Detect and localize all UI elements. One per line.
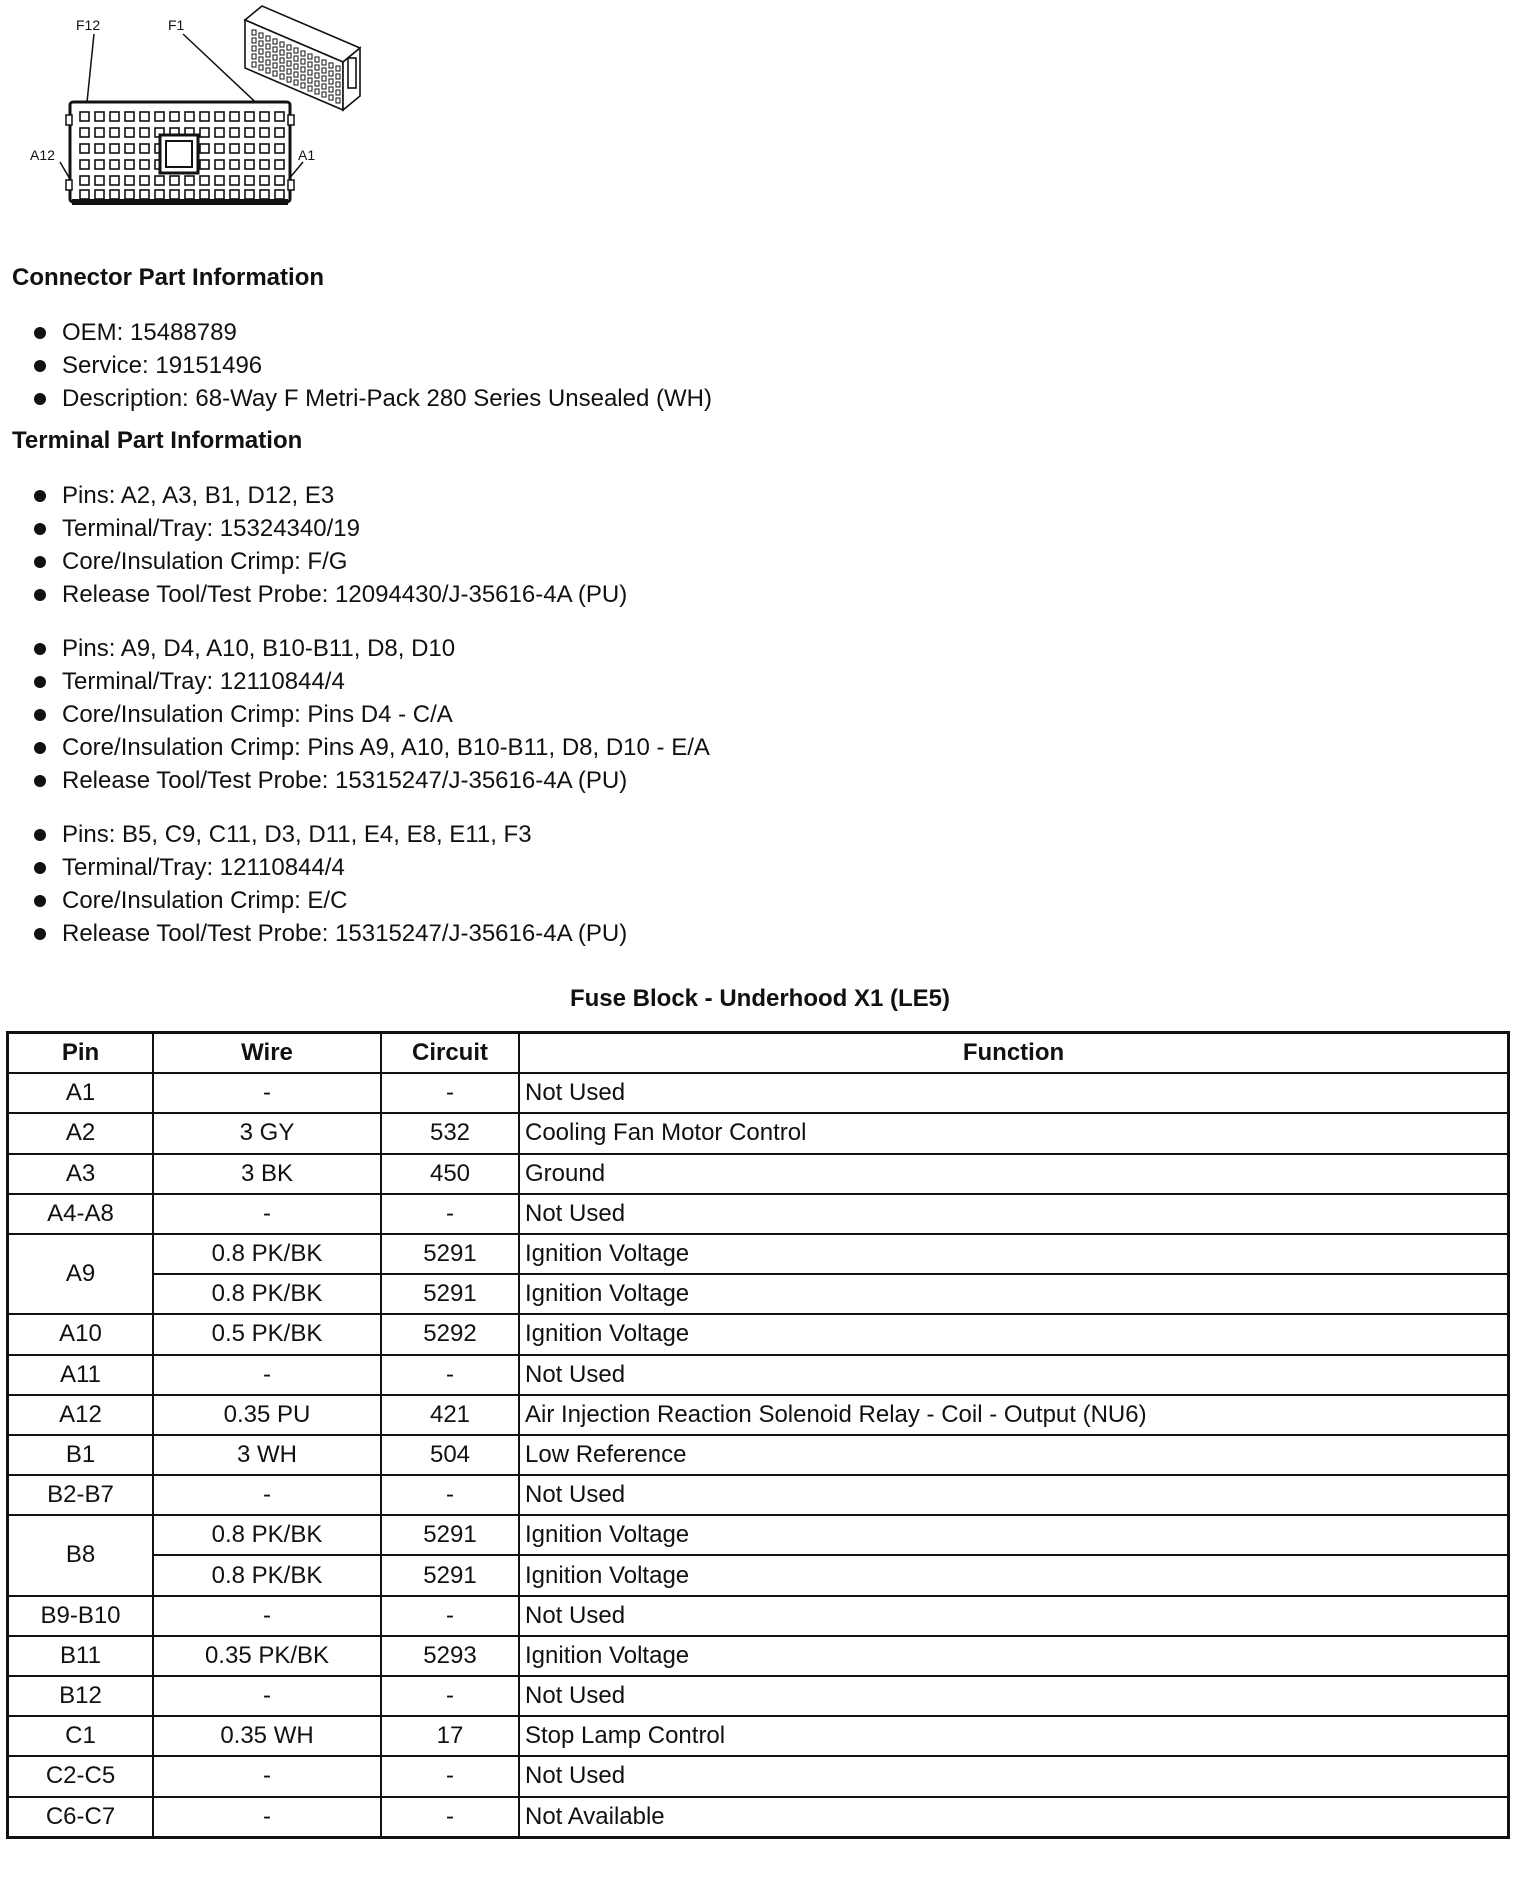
table-row bbox=[8, 1395, 1509, 1435]
pin-cavity bbox=[200, 144, 209, 153]
cell-pin: A1 bbox=[8, 1073, 154, 1113]
cell-wire: 3 BK bbox=[153, 1154, 381, 1194]
pin-cavity bbox=[308, 70, 312, 75]
pin-cavity bbox=[80, 128, 89, 137]
cell-circuit: - bbox=[381, 1596, 519, 1636]
pin-label-a12: A12 bbox=[30, 147, 55, 163]
cell-function: Not Used bbox=[519, 1355, 1509, 1395]
pin-cavity bbox=[259, 49, 263, 54]
cell-pin: A4-A8 bbox=[8, 1194, 154, 1234]
pin-cavity bbox=[125, 160, 134, 169]
pin-cavity bbox=[301, 67, 305, 72]
list-item: Terminal/Tray: 15324340/19 bbox=[34, 512, 627, 545]
cell-function: Ignition Voltage bbox=[519, 1636, 1509, 1676]
pin-cavity bbox=[280, 50, 284, 55]
header-wire: Wire bbox=[153, 1033, 381, 1074]
pin-cavity bbox=[260, 176, 269, 185]
pin-cavity bbox=[301, 51, 305, 56]
cell-wire: 0.8 PK/BK bbox=[153, 1515, 381, 1555]
pin-cavity bbox=[230, 176, 239, 185]
cell-wire: - bbox=[153, 1676, 381, 1716]
pin-cavity bbox=[266, 68, 270, 73]
cell-wire: - bbox=[153, 1596, 381, 1636]
cell-pin: B9-B10 bbox=[8, 1596, 154, 1636]
pin-cavity bbox=[273, 39, 277, 44]
pin-cavity bbox=[301, 59, 305, 64]
connector-part-title: Connector Part Information bbox=[12, 264, 325, 291]
pin-label-f1: F1 bbox=[168, 17, 185, 33]
cell-wire: 3 WH bbox=[153, 1435, 381, 1475]
cell-wire: - bbox=[153, 1756, 381, 1796]
cell-function: Not Used bbox=[519, 1756, 1509, 1796]
table-row bbox=[8, 1113, 1509, 1153]
pin-cavity bbox=[275, 176, 284, 185]
pin-cavity bbox=[308, 62, 312, 67]
pin-cavity bbox=[260, 128, 269, 137]
pin-cavity bbox=[110, 160, 119, 169]
pin-cavity bbox=[280, 58, 284, 63]
cell-pin: A12 bbox=[8, 1395, 154, 1435]
cell-wire: - bbox=[153, 1194, 381, 1234]
pin-cavity bbox=[185, 190, 194, 199]
table-row bbox=[8, 1716, 1509, 1756]
list-item: Core/Insulation Crimp: Pins D4 - C/A bbox=[34, 698, 710, 731]
list-item: Terminal/Tray: 12110844/4 bbox=[34, 665, 710, 698]
pin-cavity bbox=[185, 176, 194, 185]
cell-function: Ignition Voltage bbox=[519, 1555, 1509, 1595]
pin-cavity bbox=[215, 160, 224, 169]
table-header-row bbox=[8, 1033, 1509, 1074]
pin-cavity bbox=[275, 160, 284, 169]
pin-label-f12: F12 bbox=[76, 17, 101, 33]
pin-cavity bbox=[315, 89, 319, 94]
pin-cavity bbox=[230, 112, 239, 121]
pin-cavity bbox=[294, 80, 298, 85]
pin-cavity bbox=[336, 74, 340, 79]
pin-cavity bbox=[110, 112, 119, 121]
pin-cavity bbox=[155, 112, 164, 121]
pin-cavity bbox=[322, 76, 326, 81]
pin-cavity bbox=[280, 74, 284, 79]
pin-cavity bbox=[125, 144, 134, 153]
pin-cavity bbox=[308, 54, 312, 59]
cell-pin: B8 bbox=[8, 1515, 154, 1595]
cell-pin: A2 bbox=[8, 1113, 154, 1153]
cell-circuit: - bbox=[381, 1073, 519, 1113]
pin-cavity bbox=[273, 55, 277, 60]
cell-circuit: 5291 bbox=[381, 1515, 519, 1555]
cell-circuit: 5292 bbox=[381, 1314, 519, 1354]
pin-cavity bbox=[140, 160, 149, 169]
cell-wire: - bbox=[153, 1797, 381, 1838]
pin-cavity bbox=[125, 128, 134, 137]
pin-cavity bbox=[287, 45, 291, 50]
table-row bbox=[8, 1274, 1509, 1314]
pin-cavity bbox=[266, 36, 270, 41]
pin-cavity bbox=[95, 176, 104, 185]
cell-function: Ground bbox=[519, 1154, 1509, 1194]
pin-cavity bbox=[336, 98, 340, 103]
cell-wire: 0.35 PK/BK bbox=[153, 1636, 381, 1676]
pin-cavity bbox=[200, 128, 209, 137]
pin-cavity bbox=[260, 112, 269, 121]
cell-circuit: - bbox=[381, 1756, 519, 1796]
table-title: Fuse Block - Underhood X1 (LE5) bbox=[569, 985, 951, 1012]
cell-wire: 0.35 PU bbox=[153, 1395, 381, 1435]
pin-cavity bbox=[215, 190, 224, 199]
pin-cavity bbox=[280, 66, 284, 71]
table-row bbox=[8, 1073, 1509, 1113]
cell-circuit: 532 bbox=[381, 1113, 519, 1153]
pin-cavity bbox=[185, 112, 194, 121]
pin-cavity bbox=[259, 65, 263, 70]
pin-cavity bbox=[315, 81, 319, 86]
cell-wire: 0.5 PK/BK bbox=[153, 1314, 381, 1354]
table-row bbox=[8, 1555, 1509, 1595]
pin-cavity bbox=[170, 112, 179, 121]
table-row bbox=[8, 1234, 1509, 1274]
pin-cavity bbox=[200, 190, 209, 199]
list-item: Terminal/Tray: 12110844/4 bbox=[34, 851, 627, 884]
list-item: Core/Insulation Crimp: Pins A9, A10, B10-B11, D8, D10 - E/A bbox=[34, 731, 710, 764]
pin-cavity bbox=[329, 63, 333, 68]
pin-cavity bbox=[329, 87, 333, 92]
pin-cavity bbox=[280, 42, 284, 47]
pin-cavity bbox=[230, 128, 239, 137]
pin-cavity bbox=[260, 160, 269, 169]
list-item: Core/Insulation Crimp: E/C bbox=[34, 884, 627, 917]
list-item: Release Tool/Test Probe: 15315247/J-35616-4A (PU) bbox=[34, 764, 710, 797]
cell-function: Ignition Voltage bbox=[519, 1314, 1509, 1354]
pin-cavity bbox=[273, 71, 277, 76]
pin-cavity bbox=[200, 112, 209, 121]
terminal-group-3 bbox=[34, 818, 627, 950]
pin-cavity bbox=[260, 190, 269, 199]
cell-wire: 0.8 PK/BK bbox=[153, 1274, 381, 1314]
pin-cavity bbox=[245, 144, 254, 153]
table-body bbox=[8, 1073, 1509, 1837]
pin-cavity bbox=[95, 160, 104, 169]
cell-function: Ignition Voltage bbox=[519, 1274, 1509, 1314]
pin-cavity bbox=[140, 128, 149, 137]
pin-cavity bbox=[170, 176, 179, 185]
pin-cavity bbox=[336, 66, 340, 71]
cell-circuit: 5291 bbox=[381, 1555, 519, 1595]
terminal-group-2 bbox=[34, 632, 710, 797]
pin-cavity bbox=[80, 190, 89, 199]
cell-pin: B11 bbox=[8, 1636, 154, 1676]
connector-drawing bbox=[0, 0, 420, 240]
pin-cavity bbox=[287, 69, 291, 74]
table-row bbox=[8, 1475, 1509, 1515]
pin-cavity bbox=[245, 112, 254, 121]
cell-wire: 0.35 WH bbox=[153, 1716, 381, 1756]
table-row bbox=[8, 1154, 1509, 1194]
pin-cavity bbox=[294, 64, 298, 69]
pin-cavity bbox=[155, 190, 164, 199]
cell-circuit: - bbox=[381, 1475, 519, 1515]
pin-cavity bbox=[95, 144, 104, 153]
pin-cavity bbox=[252, 46, 256, 51]
cell-pin: B12 bbox=[8, 1676, 154, 1716]
pin-cavity bbox=[294, 56, 298, 61]
pin-cavity bbox=[110, 128, 119, 137]
cell-circuit: 5291 bbox=[381, 1234, 519, 1274]
cell-wire: 3 GY bbox=[153, 1113, 381, 1153]
pin-cavity bbox=[110, 144, 119, 153]
pin-cavity bbox=[329, 95, 333, 100]
cell-pin: C2-C5 bbox=[8, 1756, 154, 1796]
cell-circuit: 5293 bbox=[381, 1636, 519, 1676]
connector-diagram bbox=[0, 0, 420, 240]
cell-function: Not Used bbox=[519, 1596, 1509, 1636]
pin-cavity bbox=[215, 112, 224, 121]
pin-cavity bbox=[322, 68, 326, 73]
cell-circuit: 5291 bbox=[381, 1274, 519, 1314]
header-circuit: Circuit bbox=[381, 1033, 519, 1074]
pin-cavity bbox=[294, 48, 298, 53]
pin-cavity bbox=[140, 112, 149, 121]
table-row bbox=[8, 1435, 1509, 1475]
cell-function: Not Used bbox=[519, 1194, 1509, 1234]
pin-cavity bbox=[301, 83, 305, 88]
cell-pin: A10 bbox=[8, 1314, 154, 1354]
pin-cavity bbox=[259, 41, 263, 46]
cell-circuit: - bbox=[381, 1355, 519, 1395]
pin-cavity bbox=[80, 144, 89, 153]
pin-cavity bbox=[260, 144, 269, 153]
connector-part-list bbox=[34, 316, 712, 415]
table-row bbox=[8, 1596, 1509, 1636]
terminal-part-title: Terminal Part Information bbox=[12, 427, 303, 454]
cell-pin: C6-C7 bbox=[8, 1797, 154, 1838]
pin-cavity bbox=[275, 112, 284, 121]
cell-function: Not Available bbox=[519, 1797, 1509, 1838]
table-row bbox=[8, 1194, 1509, 1234]
cell-circuit: - bbox=[381, 1194, 519, 1234]
pin-cavity bbox=[140, 190, 149, 199]
table-row bbox=[8, 1515, 1509, 1555]
cell-wire: 0.8 PK/BK bbox=[153, 1555, 381, 1595]
pin-cavity bbox=[215, 128, 224, 137]
connector-3d-view bbox=[245, 6, 360, 110]
list-item: Release Tool/Test Probe: 12094430/J-35616-4A (PU) bbox=[34, 578, 627, 611]
pin-cavity bbox=[259, 57, 263, 62]
cell-function: Low Reference bbox=[519, 1435, 1509, 1475]
pin-table bbox=[6, 1031, 1510, 1839]
pin-cavity bbox=[110, 176, 119, 185]
pin-cavity bbox=[215, 176, 224, 185]
pin-cavity bbox=[245, 128, 254, 137]
pin-cavity bbox=[245, 160, 254, 169]
cell-function: Stop Lamp Control bbox=[519, 1716, 1509, 1756]
pin-cavity bbox=[230, 144, 239, 153]
pin-cavity bbox=[275, 144, 284, 153]
pin-cavity bbox=[315, 73, 319, 78]
pin-cavity bbox=[252, 62, 256, 67]
pin-cavity bbox=[315, 57, 319, 62]
list-item: Pins: A2, A3, B1, D12, E3 bbox=[34, 479, 627, 512]
pin-cavity bbox=[80, 160, 89, 169]
pin-cavity bbox=[95, 190, 104, 199]
cell-circuit: 421 bbox=[381, 1395, 519, 1435]
connector-face-view bbox=[66, 102, 294, 202]
pin-cavity bbox=[95, 128, 104, 137]
list-item: Core/Insulation Crimp: F/G bbox=[34, 545, 627, 578]
table-row bbox=[8, 1797, 1509, 1838]
pin-cavity bbox=[245, 190, 254, 199]
table-row bbox=[8, 1355, 1509, 1395]
cell-wire: 0.8 PK/BK bbox=[153, 1234, 381, 1274]
cell-circuit: - bbox=[381, 1797, 519, 1838]
list-item: Pins: A9, D4, A10, B10-B11, D8, D10 bbox=[34, 632, 710, 665]
pin-cavity bbox=[315, 65, 319, 70]
list-item: Pins: B5, C9, C11, D3, D11, E4, E8, E11, F3 bbox=[34, 818, 627, 851]
pin-cavity bbox=[200, 160, 209, 169]
pin-cavity bbox=[294, 72, 298, 77]
header-pin: Pin bbox=[8, 1033, 154, 1074]
pin-cavity bbox=[200, 176, 209, 185]
pin-cavity bbox=[329, 71, 333, 76]
pin-cavity bbox=[266, 52, 270, 57]
pin-cavity bbox=[275, 190, 284, 199]
table-row bbox=[8, 1756, 1509, 1796]
pin-cavity bbox=[252, 54, 256, 59]
pin-cavity bbox=[273, 47, 277, 52]
cell-circuit: 504 bbox=[381, 1435, 519, 1475]
pin-cavity bbox=[266, 44, 270, 49]
pin-cavity bbox=[140, 176, 149, 185]
pin-cavity bbox=[287, 61, 291, 66]
cell-function: Not Used bbox=[519, 1676, 1509, 1716]
pin-cavity bbox=[215, 144, 224, 153]
cell-function: Ignition Voltage bbox=[519, 1515, 1509, 1555]
pin-cavity bbox=[259, 33, 263, 38]
pin-cavity bbox=[308, 78, 312, 83]
pin-cavity bbox=[110, 190, 119, 199]
cell-wire: - bbox=[153, 1355, 381, 1395]
pin-cavity bbox=[95, 112, 104, 121]
cell-wire: - bbox=[153, 1073, 381, 1113]
cell-wire: - bbox=[153, 1475, 381, 1515]
table-row bbox=[8, 1676, 1509, 1716]
pin-cavity bbox=[336, 90, 340, 95]
list-item: Release Tool/Test Probe: 15315247/J-35616-4A (PU) bbox=[34, 917, 627, 950]
cell-circuit: 17 bbox=[381, 1716, 519, 1756]
pin-cavity bbox=[230, 160, 239, 169]
pin-cavity bbox=[125, 112, 134, 121]
pin-cavity bbox=[273, 63, 277, 68]
pin-cavity bbox=[336, 82, 340, 87]
list-item: OEM: 15488789 bbox=[34, 316, 712, 349]
pin-cavity bbox=[301, 75, 305, 80]
pin-cavity bbox=[252, 38, 256, 43]
pin-cavity bbox=[125, 190, 134, 199]
pin-cavity bbox=[329, 79, 333, 84]
cell-pin: A3 bbox=[8, 1154, 154, 1194]
cell-function: Cooling Fan Motor Control bbox=[519, 1113, 1509, 1153]
cell-pin: C1 bbox=[8, 1716, 154, 1756]
pin-cavity bbox=[287, 53, 291, 58]
list-item: Description: 68-Way F Metri-Pack 280 Series Unsealed (WH) bbox=[34, 382, 712, 415]
pin-cavity bbox=[155, 176, 164, 185]
cell-pin: B1 bbox=[8, 1435, 154, 1475]
cell-circuit: 450 bbox=[381, 1154, 519, 1194]
pin-cavity bbox=[170, 190, 179, 199]
cell-pin: A11 bbox=[8, 1355, 154, 1395]
table-row bbox=[8, 1636, 1509, 1676]
cell-pin: B2-B7 bbox=[8, 1475, 154, 1515]
cell-function: Air Injection Reaction Solenoid Relay - Coil - Output (NU6) bbox=[519, 1395, 1509, 1435]
table-row bbox=[8, 1314, 1509, 1354]
list-item: Service: 19151496 bbox=[34, 349, 712, 382]
cell-function: Not Used bbox=[519, 1073, 1509, 1113]
pin-cavity bbox=[322, 60, 326, 65]
cell-pin: A9 bbox=[8, 1234, 154, 1314]
pin-cavity bbox=[287, 77, 291, 82]
pin-cavity bbox=[275, 128, 284, 137]
terminal-group-1 bbox=[34, 479, 627, 611]
cell-function: Not Used bbox=[519, 1475, 1509, 1515]
pin-cavity bbox=[80, 176, 89, 185]
pin-cavity bbox=[125, 176, 134, 185]
pin-cavity bbox=[308, 86, 312, 91]
pin-cavity bbox=[140, 144, 149, 153]
pin-cavity bbox=[266, 60, 270, 65]
header-function: Function bbox=[519, 1033, 1509, 1074]
cell-circuit: - bbox=[381, 1676, 519, 1716]
pin-cavity bbox=[322, 84, 326, 89]
pin-cavity bbox=[230, 190, 239, 199]
pin-cavity bbox=[80, 112, 89, 121]
pin-label-a1: A1 bbox=[298, 147, 316, 163]
pin-cavity bbox=[322, 92, 326, 97]
cell-function: Ignition Voltage bbox=[519, 1234, 1509, 1274]
pin-cavity bbox=[252, 30, 256, 35]
pin-cavity bbox=[245, 176, 254, 185]
